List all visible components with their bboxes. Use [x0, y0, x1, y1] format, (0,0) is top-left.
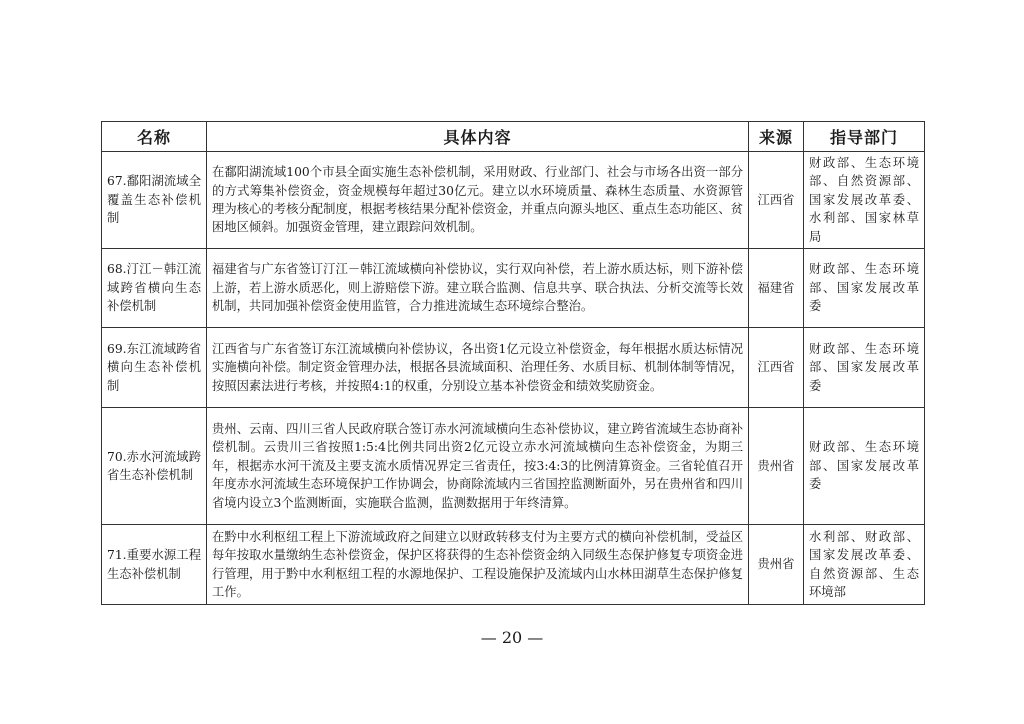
row-source: 贵州省 — [749, 525, 804, 605]
row-name: 69.东江流域跨省横向生态补偿机制 — [102, 328, 207, 408]
row-content: 在黔中水利枢纽工程上下游流域政府之间建立以财政转移支付为主要方式的横向补偿机制，受益区每年按取水量缴纳生态补偿资金，保护区将获得的生态补偿资金纳入同级生态保护修复专项资金进行管理，用于黔中水利枢纽工程的水源地保护、工程设施保护及流域内山水林田湖草生态保护修复工作。 — [207, 525, 749, 605]
row-name: 68.汀江－韩江流域跨省横向生态补偿机制 — [102, 249, 207, 328]
row-department: 财政部、生态环境部、国家发展改革委 — [804, 249, 925, 328]
row-source: 江西省 — [749, 152, 804, 249]
table-row — [102, 525, 925, 605]
table-row — [102, 328, 925, 408]
row-department: 财政部、生态环境部、国家发展改革委 — [804, 328, 925, 408]
policy-table — [101, 121, 925, 605]
header-name: 名称 — [102, 122, 207, 152]
row-content: 福建省与广东省签订汀江－韩江流域横向补偿协议，实行双向补偿，若上游水质达标，则下游补偿上游，若上游水质恶化，则上游赔偿下游。建立联合监测、信息共享、联合执法、分析交流等长效机制，共同加强补偿资金使用监管，合力推进流域生态环境综合整治。 — [207, 249, 749, 328]
row-content: 在鄱阳湖流域100个市县全面实施生态补偿机制，采用财政、行业部门、社会与市场各出资一部分的方式筹集补偿资金，资金规模每年超过30亿元。建立以水环境质量、森林生态质量、水资源管理为核心的考核分配制度，根据考核结果分配补偿资金，并重点向源头地区、重点生态功能区、贫困地区倾斜。加强资金管理，建立跟踪问效机制。 — [207, 152, 749, 249]
row-content: 江西省与广东省签订东江流域横向补偿协议，各出资1亿元设立补偿资金，每年根据水质达标情况实施横向补偿。制定资金管理办法，根据各县流域面积、治理任务、水质目标、机制体制等情况，按照因素法进行考核，并按照4:1的权重，分别设立基本补偿资金和绩效奖励资金。 — [207, 328, 749, 408]
table-row — [102, 152, 925, 249]
row-department: 财政部、生态环境部、国家发展改革委 — [804, 408, 925, 525]
row-content: 贵州、云南、四川三省人民政府联合签订赤水河流域横向生态补偿协议，建立跨省流域生态协商补偿机制。云贵川三省按照1:5:4比例共同出资2亿元设立赤水河流域横向生态补偿资金，为期三年，根据赤水河干流及主要支流水质情况界定三省责任，按3:4:3的比例清算资金。三省轮值召开年度赤水河流域生态环境保护工作协调会，协商除流域内三省国控监测断面外，另在贵州省和四川省境内设立3个监测断面，实施联合监测，监测数据用于年终清算。 — [207, 408, 749, 525]
row-source: 江西省 — [749, 328, 804, 408]
row-source: 贵州省 — [749, 408, 804, 525]
header-department: 指导部门 — [804, 122, 925, 152]
table-row — [102, 408, 925, 525]
row-name: 70.赤水河流域跨省生态补偿机制 — [102, 408, 207, 525]
row-source: 福建省 — [749, 249, 804, 328]
row-name: 71.重要水源工程生态补偿机制 — [102, 525, 207, 605]
table-row — [102, 249, 925, 328]
table-header-row — [102, 122, 925, 152]
header-content: 具体内容 — [207, 122, 749, 152]
page-number: — 20 — — [480, 628, 544, 647]
row-department: 水利部、财政部、国家发展改革委、自然资源部、生态环境部 — [804, 525, 925, 605]
header-source: 来源 — [749, 122, 804, 152]
row-department: 财政部、生态环境部、自然资源部、国家发展改革委、水利部、国家林草局 — [804, 152, 925, 249]
row-name: 67.鄱阳湖流域全覆盖生态补偿机制 — [102, 152, 207, 249]
